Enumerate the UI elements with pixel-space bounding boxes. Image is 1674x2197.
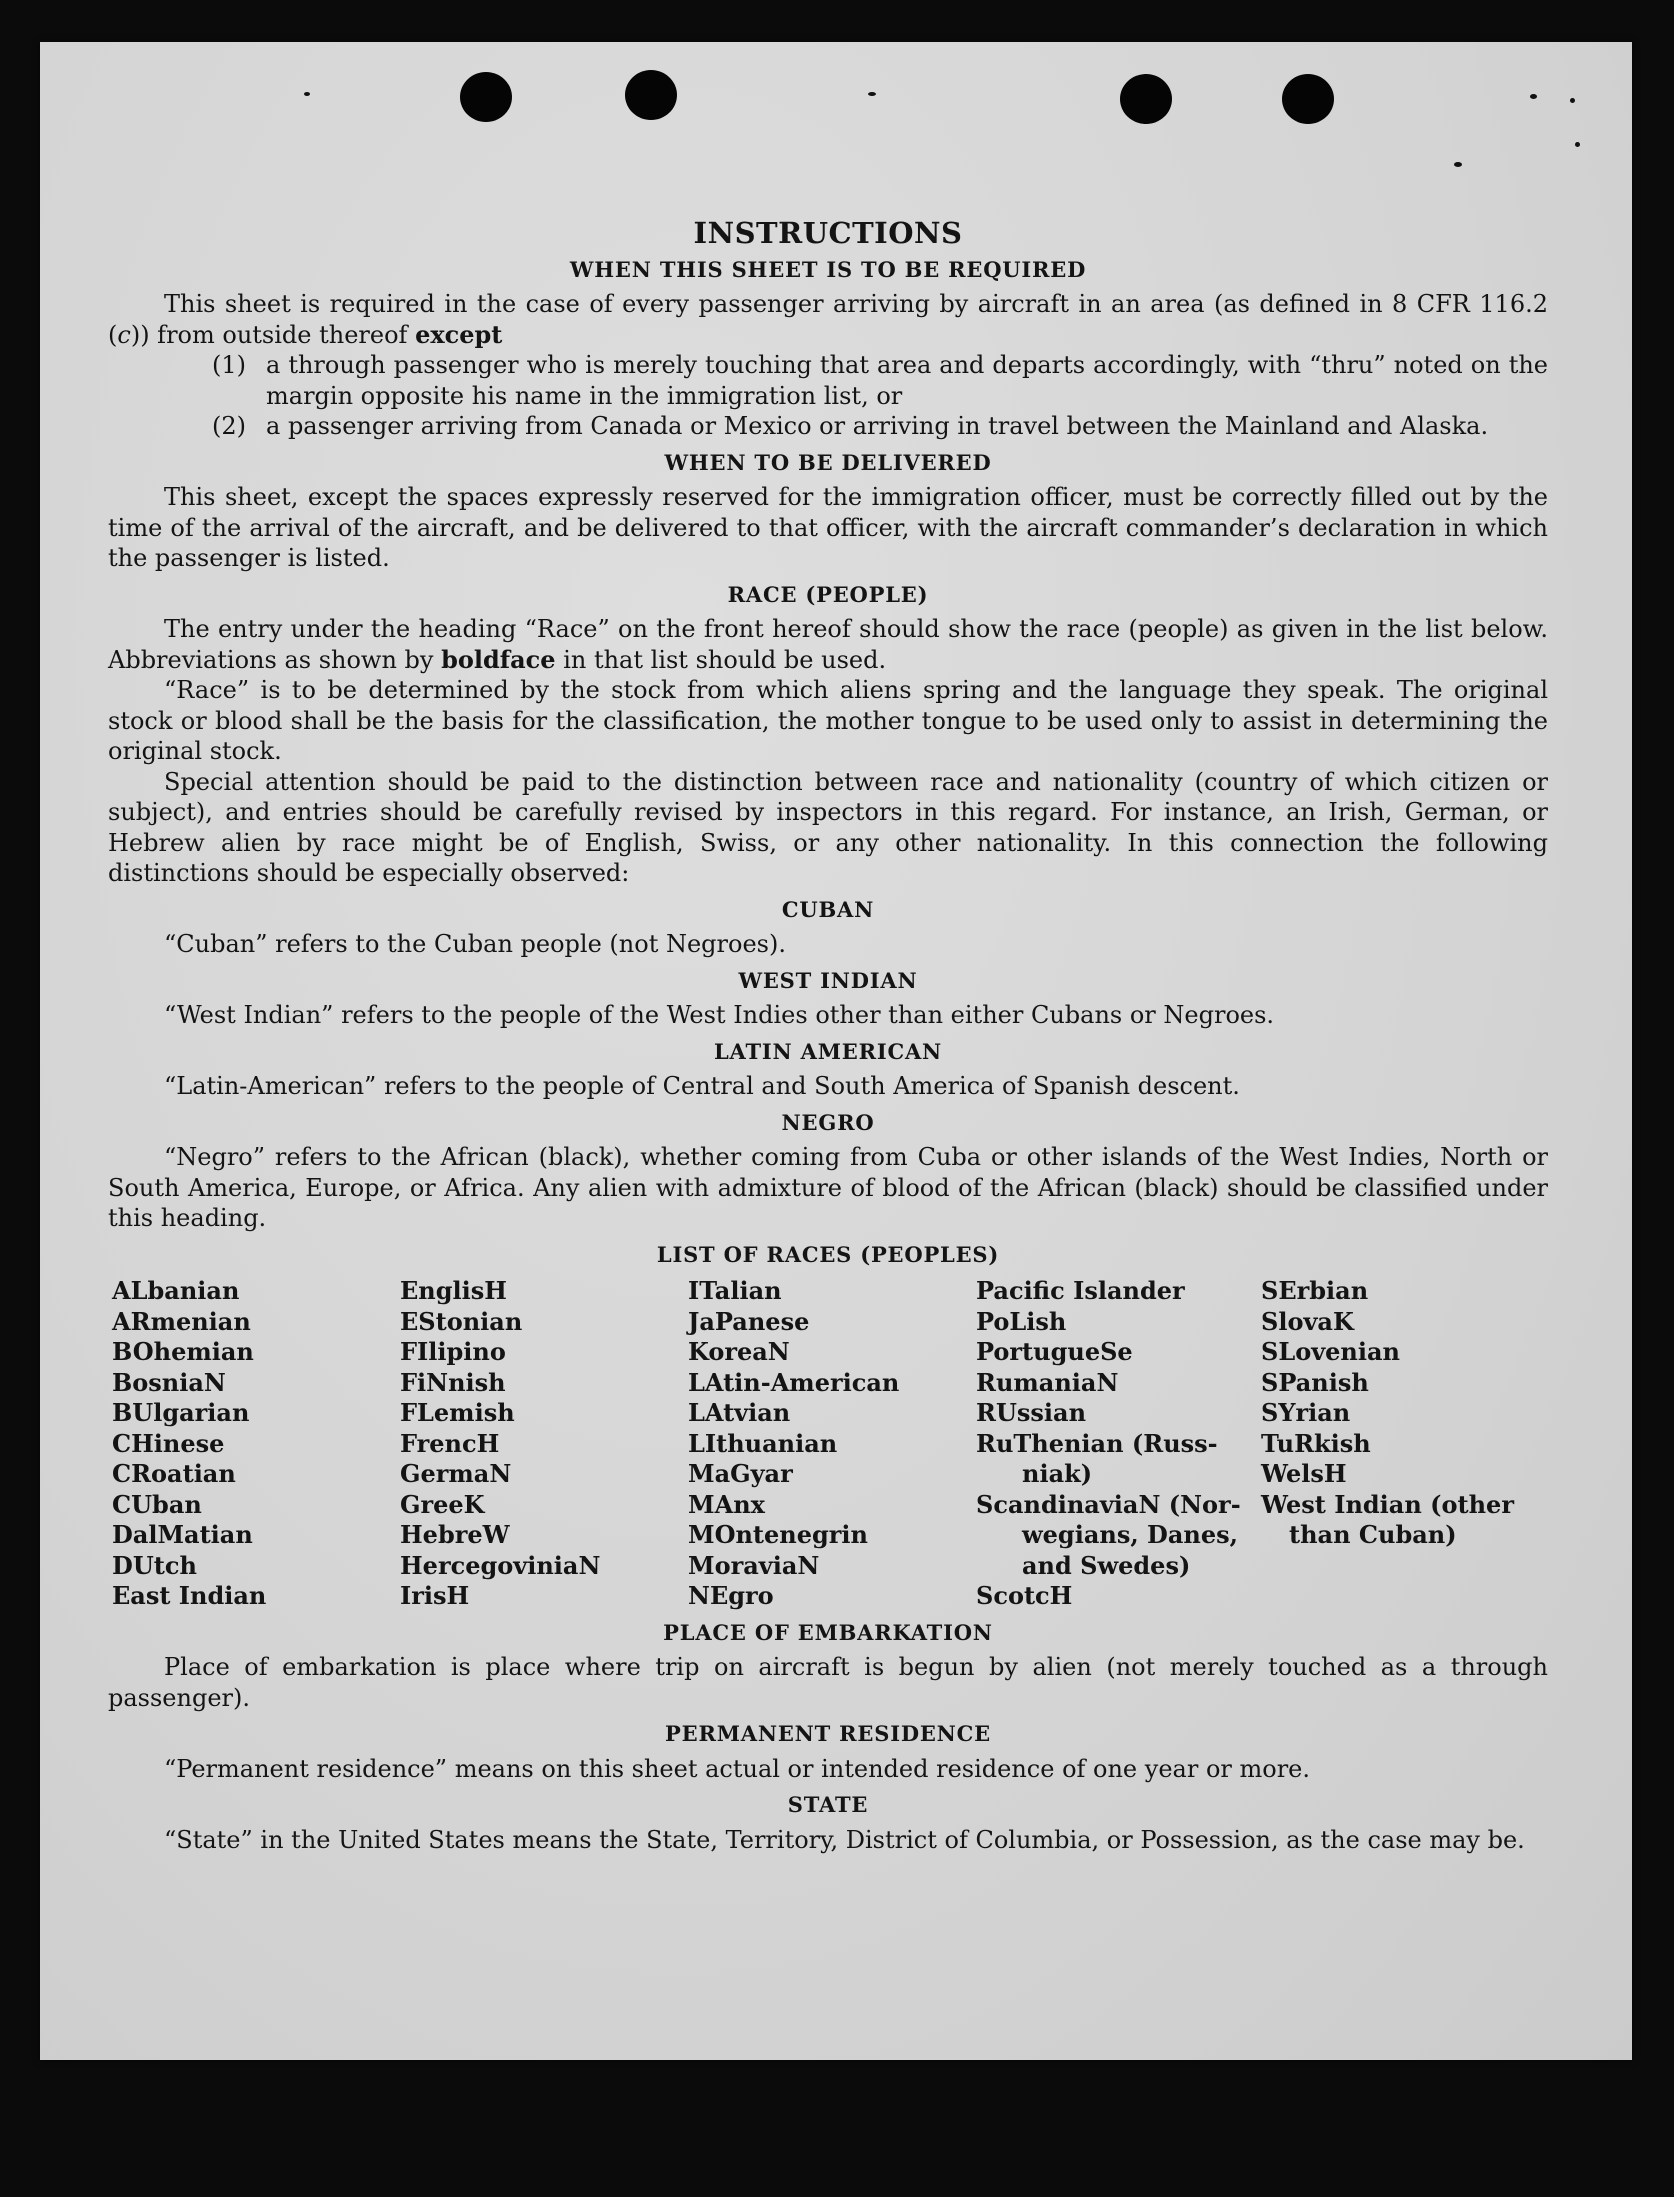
section-heading-cuban: CUBAN	[781, 896, 875, 922]
ink-speck	[304, 92, 310, 96]
race-paragraph-3: Special attention should be paid to the distinction between race and nationality (country of which citizen or subject), and entries should be carefully revised by inspectors in this regard. For instance, an Irish, German, or Hebrew alien by race might be of English, Swiss, or any other nationality. In this connection the following distinctions should be especially observed:	[108, 767, 1548, 887]
when-delivered-paragraph: This sheet, except the spaces expressly reserved for the immigration officer, must be correctly filled out by the time of the arrival of the aircraft, and be delivered to that officer, with the aircraft commander’s declaration in which the passenger is listed.	[108, 483, 1548, 572]
race-entry: FiNnish	[400, 1367, 506, 1397]
race-entry: West Indian (other	[1261, 1489, 1514, 1519]
race-entry: RUssian	[976, 1398, 1087, 1427]
race-entry: FIlipino	[400, 1337, 506, 1366]
section-heading-permanent-residence: PERMANENT RESIDENCE	[665, 1721, 991, 1746]
document-sheet	[40, 42, 1632, 2060]
race-entry: GreeK	[400, 1489, 485, 1519]
race-entry: JaPanese	[688, 1306, 810, 1336]
race-entry: CRoatian	[112, 1459, 236, 1488]
section-heading-embarkation: PLACE OF EMBARKATION	[663, 1619, 993, 1645]
west-indian-paragraph: “West Indian” refers to the people of the West Indies other than either Cubans or Negroes.	[164, 1001, 1275, 1029]
exception-item: (2) a passenger arriving from Canada or Mexico or arriving in travel between the Mainland and Alaska.	[212, 412, 1489, 440]
race-entry: ALbanian	[112, 1276, 240, 1305]
embarkation-paragraph: Place of embarkation is place where trip on aircraft is begun by alien (not merely touched as a through passenger).	[108, 1653, 1548, 1712]
race-entry: KoreaN	[688, 1337, 790, 1366]
cuban-paragraph: “Cuban” refers to the Cuban people (not Negroes).	[164, 930, 786, 958]
races-column	[112, 1276, 400, 1612]
race-entry: MaGyar	[688, 1459, 793, 1488]
race-entry: NEgro	[688, 1581, 774, 1610]
race-entry: FLemish	[400, 1398, 515, 1427]
race-entry-continuation: and Swedes)	[1022, 1550, 1191, 1580]
races-column	[1261, 1276, 1551, 1612]
race-entry: DalMatian	[112, 1520, 253, 1549]
race-entry: PoLish	[976, 1306, 1067, 1336]
race-entry: ITalian	[688, 1276, 782, 1305]
punch-hole	[460, 72, 512, 122]
race-entry: SLovenian	[1261, 1337, 1400, 1366]
race-entry: LAtin-American	[688, 1367, 900, 1397]
race-entry-continuation: wegians, Danes,	[1022, 1520, 1238, 1549]
race-entry: MOntenegrin	[688, 1520, 868, 1549]
when-required-paragraph: This sheet is required in the case of every passenger arriving by aircraft in an area (as defined in 8 CFR 116.2 (c)) from outside thereof except	[108, 290, 1548, 349]
negro-paragraph: “Negro” refers to the African (black), whether coming from Cuba or other islands of the West Indies, North or South America, Europe, or Africa. Any alien with admixture of blood of the African (black) should be classified under this heading.	[108, 1143, 1548, 1232]
race-entry-continuation: than Cuban)	[1289, 1520, 1457, 1549]
race-entry: GermaN	[400, 1459, 512, 1488]
race-paragraph-1: The entry under the heading “Race” on the front hereof should show the race (people) as given in the list below. Abbreviations as shown by boldface in that list should be used.	[108, 615, 1548, 674]
race-entry: SErbian	[1261, 1276, 1369, 1305]
ink-speck	[1575, 142, 1580, 147]
section-heading-negro: NEGRO	[781, 1109, 875, 1135]
punch-hole	[625, 70, 677, 120]
permanent-residence-paragraph: “Permanent residence” means on this sheet actual or intended residence of one year or more.	[164, 1754, 1310, 1783]
state-paragraph: “State” in the United States means the State, Territory, District of Columbia, or Possession, as the case may be.	[164, 1825, 1525, 1854]
section-heading-state: STATE	[787, 1792, 869, 1817]
section-heading-race: RACE (PEOPLE)	[727, 581, 929, 607]
race-entry-continuation: niak)	[1022, 1459, 1093, 1488]
ink-speck	[868, 92, 876, 96]
race-entry: SPanish	[1261, 1367, 1369, 1397]
race-entry: RuThenian (Russ-	[976, 1428, 1218, 1458]
race-entry: BUlgarian	[112, 1398, 250, 1427]
races-column	[400, 1276, 688, 1612]
ink-speck	[1454, 162, 1462, 167]
race-entry: TuRkish	[1261, 1428, 1371, 1458]
race-entry: ARmenian	[112, 1306, 251, 1336]
race-entry: HercegoviniaN	[400, 1550, 601, 1580]
race-entry: CUban	[112, 1489, 202, 1519]
latin-american-paragraph: “Latin-American” refers to the people of Central and South America of Spanish descent.	[164, 1072, 1240, 1100]
race-entry: BOhemian	[112, 1337, 254, 1366]
races-column	[976, 1276, 1261, 1612]
exception-item: (1) a through passenger who is merely touching that area and departs accordingly, with “thru” noted on the margin opposite his name in the immigration list, or	[212, 351, 1548, 410]
section-heading-west-indian: WEST INDIAN	[738, 967, 918, 993]
punch-hole	[1282, 74, 1334, 124]
races-column	[688, 1276, 976, 1612]
race-entry: CHinese	[112, 1428, 225, 1458]
race-entry: EnglisH	[400, 1276, 507, 1305]
races-list	[112, 1276, 1548, 1612]
race-entry: EStonian	[400, 1306, 523, 1336]
race-entry: RumaniaN	[976, 1367, 1119, 1397]
section-heading-when-required: WHEN THIS SHEET IS TO BE REQUIRED	[569, 256, 1087, 282]
section-heading-latin-american: LATIN AMERICAN	[713, 1038, 943, 1064]
race-entry: LAtvian	[688, 1398, 791, 1427]
race-entry: LIthuanian	[688, 1428, 838, 1458]
section-heading-list-of-races: LIST OF RACES (PEOPLES)	[656, 1241, 1000, 1267]
race-entry: BosniaN	[112, 1367, 226, 1397]
race-entry: WelsH	[1261, 1459, 1347, 1488]
race-entry: East Indian	[112, 1581, 267, 1610]
race-entry: MAnx	[688, 1489, 765, 1519]
section-heading-when-delivered: WHEN TO BE DELIVERED	[664, 449, 992, 475]
race-entry: ScandinaviaN (Nor-	[976, 1489, 1241, 1519]
race-entry: SYrian	[1261, 1398, 1351, 1427]
race-entry: FrencH	[400, 1428, 500, 1458]
ink-speck	[1530, 94, 1537, 99]
page-title: INSTRUCTIONS	[693, 216, 963, 250]
race-entry: MoraviaN	[688, 1550, 820, 1580]
race-entry: SlovaK	[1261, 1306, 1354, 1336]
punch-hole	[1120, 74, 1172, 124]
race-entry: Pacific Islander	[976, 1276, 1185, 1305]
race-paragraph-2: “Race” is to be determined by the stock from which aliens spring and the language they speak. The original stock or blood shall be the basis for the classification, the mother tongue to be used only to assist in determining the original stock.	[108, 676, 1548, 765]
instructions-content	[108, 172, 1548, 1855]
race-entry: ScotcH	[976, 1581, 1073, 1610]
race-entry: IrisH	[400, 1581, 470, 1610]
race-entry: PortugueSe	[976, 1337, 1133, 1366]
race-entry: DUtch	[112, 1550, 197, 1580]
race-entry: HebreW	[400, 1520, 510, 1549]
ink-speck	[1570, 98, 1575, 103]
